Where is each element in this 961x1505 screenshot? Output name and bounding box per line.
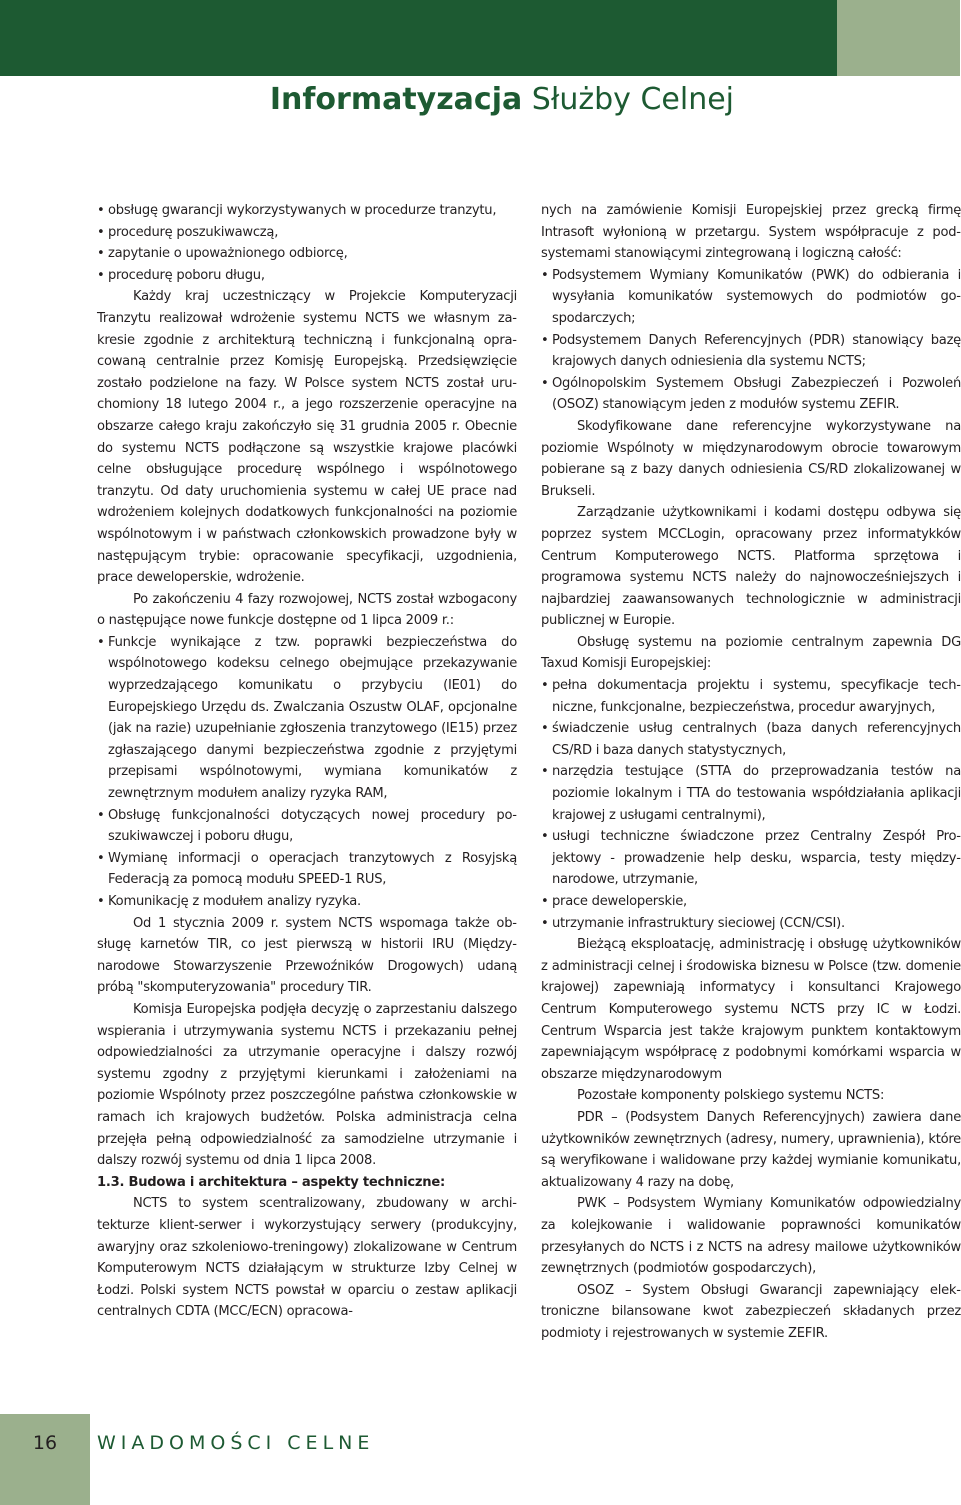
list-item: • zapytanie o upoważnionego odbiorcę, <box>97 243 517 265</box>
header-band-light <box>837 0 960 76</box>
section-heading: 1.3. Budowa i architektura – aspekty techniczne: <box>97 1174 445 1190</box>
list-item: • obsługę gwarancji wykorzystywanych w procedurze tranzytu, <box>97 200 517 222</box>
paragraph: nych na zamówienie Komisji Europejskiej przez grecką firmę Intrasoft wyłonioną w przetargu. System współpracuje z podsystemami stanowiącymi zintegrowaną i logiczną całość: <box>541 203 961 262</box>
paragraph: Komisja Europejska podjęła decyzję o zaprzestaniu dalszego wspierania i utrzymywania systemu NCTS i przekazaniu pełnej odpowiedzialności za utrzymanie operacyjne i dalszy rozwój systemu zgodny z przyjętymi kierunkami i założeniami na poziomie Wspólnoty przez poszczególne państwa członkowskie w ramach ich krajowych budżetów. Polska administracja celna przejęła pełną odpowiedzialność za samodzielne utrzymanie i dalszy rozwój systemu od dnia 1 lipca 2008. <box>97 1001 517 1169</box>
page-title <box>270 80 734 120</box>
list-item: • narzędzia testujące (STTA do przeprowadzania testów na poziomie lokalnym i TTA do testowania współdziałania aplikacji krajowej z usługami centralnymi), <box>541 761 961 826</box>
list-item: • Ogólnopolskim Systemem Obsługi Zabezpieczeń i Pozwoleń (OSOZ) stanowiącym jeden z modułów systemu ZEFIR. <box>541 373 961 416</box>
list-item: • Obsługę funkcjonalności dotyczących nowej procedury poszukiwawczej i poboru długu, <box>97 805 517 848</box>
list-item: • świadczenie usług centralnych (baza danych referencyjnych CS/RD i baza danych statystycznych, <box>541 718 961 761</box>
page-title-rest: Służby Celnej <box>522 82 734 117</box>
paragraph: PWK – Podsystem Wymiany Komunikatów odpowiedzialny za kolejkowanie i walidowanie poprawności komunikatów przesyłanych do NCTS i z NCTS na adresy mailowe użytkowników zewnętrznych (podmiotów gospodarczych), <box>541 1196 961 1277</box>
list-item: • Podsystemem Wymiany Komunikatów (PWK) do odbierania i wysyłania komunikatów systemowych do podmiotów gospodarczych; <box>541 265 961 330</box>
left-column <box>97 200 517 1323</box>
list-item: • usługi techniczne świadczone przez Centralny Zespół Projektowy - prowadzenie help desku, wsparcia, testy międzynarodowe, utrzymanie, <box>541 826 961 891</box>
header-band-dark <box>0 0 837 76</box>
paragraph: NCTS to system scentralizowany, zbudowany w architekturze klient-serwer i wykorzystujący serwery (produkcyjny, awaryjny oraz szkoleniowo-treningowy) zlokalizowane w Centrum Komputerowym NCTS działającym w strukturze Izby Celnej w Łodzi. Polski system NCTS powstał w oparciu o zestaw aplikacji centralnych CDTA (MCC/ECN) opracowa- <box>97 1196 517 1320</box>
paragraph: Bieżącą eksploatację, administrację i obsługę użytkowników z administracji celnej i środowiska biznesu w Polsce (tzw. domenie krajowej) zapewniają informatycy i konsultanci Krajowego Centrum Komputerowego systemu NCTS przy IC w Łodzi. Centrum Wsparcia jest także krajowym punktem kontaktowym zapewniającym współpracę z podobnymi komórkami wsparcia w obszarze międzynarodowym <box>541 937 961 1082</box>
paragraph: PDR – (Podsystem Danych Referencyjnych) zawiera dane użytkowników zewnętrznych (adresy, numery, uprawnienia), które są weryfikowane i walidowane przy każdej wymianie komunikatu, aktualizowany 4 razy na dobę, <box>541 1109 961 1190</box>
paragraph: OSOZ – System Obsługi Gwarancji zapewniający elektroniczne bilansowane kwot zabezpieczeń składanych przez podmioty i rejestrowanych w systemie ZEFIR. <box>541 1282 961 1341</box>
right-column <box>541 200 961 1344</box>
list-item: • prace deweloperskie, <box>541 891 961 913</box>
list-item: • pełna dokumentacja projektu i systemu, specyfikacje techniczne, funkcjonalne, bezpieczeństwa, procedur awaryjnych, <box>541 675 961 718</box>
paragraph: Każdy kraj uczestniczący w Projekcie Komputeryzacji Tranzytu realizował wdrożenie systemu NCTS we własnym zakresie zgodnie z architekturą techniczną i funkcjonalną opracowaną centralnie przez Komisję Europejską. Przedsięwzięcie zostało podzielone na fazy. W Polsce system NCTS został uruchomiony 18 lutego 2004 r., a jego rozszerzenie operacyjne na obszarze całego kraju zakończyło się 31 grudnia 2005 r. Obecnie do systemu NCTS podłączone są wszystkie krajowe placówki celne obsługujące procedurę wspólnego i wspólnotowego tranzytu. Od daty uruchomienia systemu w całej UE prace nad wdrożeniem kolejnych dodatkowych funkcjonalności na poziomie wspólnotowym i w państwach członkowskich prowadzone były w następującym trybie: opracowanie specyfikacji, uzgodnienia, prace deweloperskie, wdrożenie. <box>97 289 517 586</box>
paragraph: Zarządzanie użytkownikami i kodami dostępu odbywa się poprzez system MCCLogin, opracowany przez informatykków Centrum Komputerowego NCTS. Platforma sprzętowa i programowa systemu NCTS należy do najnowocześniejszych i najbardziej zaawansowanych technologicznie w administracji publicznej w Europie. <box>541 505 961 629</box>
bullet-list-top <box>97 200 517 286</box>
list-item: • Wymianę informacji o operacjach tranzytowych z Rosyjską Federacją za pomocą modułu SPEED-1 RUS, <box>97 848 517 891</box>
page-title-bold: Informatyzacja <box>269 82 523 117</box>
paragraph: Po zakończeniu 4 fazy rozwojowej, NCTS został wzbogacony o następujące nowe funkcje dostępne od 1 lipca 2009 r.: <box>97 591 517 629</box>
list-item: • utrzymanie infrastruktury sieciowej (CCN/CSI). <box>541 913 961 935</box>
paragraph: Obsługę systemu na poziomie centralnym zapewnia DG Taxud Komisji Europejskiej: <box>541 634 961 672</box>
bullet-list-features <box>97 632 517 913</box>
paragraph: Pozostałe komponenty polskiego systemu NCTS: <box>577 1088 885 1104</box>
list-item: • procedurę poboru długu, <box>97 265 517 287</box>
list-item: • Podsystemem Danych Referencyjnych (PDR) stanowiący bazę krajowych danych odniesienia dla systemu NCTS; <box>541 330 961 373</box>
list-item: • Komunikację z modułem analizy ryzyka. <box>97 891 517 913</box>
page-number: 16 <box>32 1432 58 1454</box>
paragraph: Od 1 stycznia 2009 r. system NCTS wspomaga także obsługę karnetów TIR, co jest pierwszą w historii IRU (Międzynarodowe Stowarzyszenie Przewoźników Drogowych) udaną próbą "skomputeryzowania" procedury TIR. <box>97 915 517 996</box>
bullet-list-services <box>541 675 961 934</box>
bullet-list-subsystems <box>541 265 961 416</box>
magazine-name: WIADOMOŚCI CELNE <box>97 1432 375 1454</box>
paragraph: Skodyfikowane dane referencyjne wykorzystywane na poziomie Wspólnoty w międzynarodowym obrocie towarowym pobierane są z bazy danych odniesienia CS/RD zlokalizowanej w Brukseli. <box>541 418 961 499</box>
list-item: • Funkcje wynikające z tzw. poprawki bezpieczeństwa do wspólnotowego kodeksu celnego obejmujące przekazywanie wyprzedzającego komunikatu o przybyciu (IE01) do Europejskiego Urzędu ds. Zwalczania Oszustw OLAF, opcjonalne (jak na razie) uzupełnianie zgłoszenia tranzytowego (IE15) przez zgłaszającego danymi bezpieczeństwa zgodnie z przyjętymi przepisami wspólnotowymi, wymiana komunikatów z zewnętrznym modułem analizy ryzyka RAM, <box>97 632 517 805</box>
list-item: • procedurę poszukiwawczą, <box>97 222 517 244</box>
